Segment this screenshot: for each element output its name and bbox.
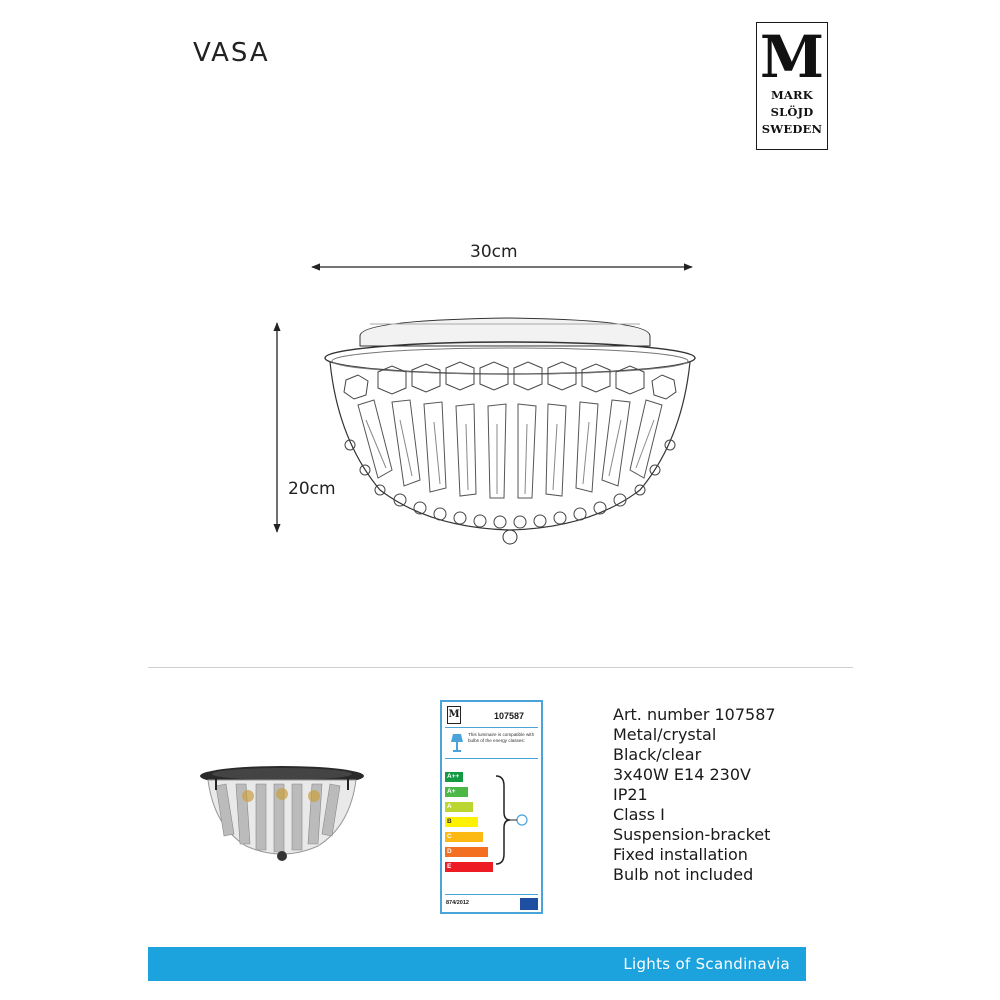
- label-regulation: 874/2012: [446, 900, 469, 906]
- energy-class-bar: A: [445, 802, 473, 812]
- energy-class-bar: A++: [445, 772, 463, 782]
- spec-item: Art. number 107587: [613, 705, 776, 724]
- logo-line-2: SLÖJD: [770, 105, 814, 119]
- logo-line-1: MARK: [770, 88, 813, 102]
- lamp-icon: [450, 733, 464, 753]
- energy-class-bar: D: [445, 847, 488, 857]
- eu-flag-icon: [520, 898, 538, 910]
- lamp-drawing: [325, 318, 695, 544]
- section-divider: [148, 667, 853, 668]
- spec-item: Class I: [613, 805, 665, 824]
- energy-label: [440, 700, 543, 914]
- spec-item: Metal/crystal: [613, 725, 717, 744]
- energy-class-bar: A+: [445, 787, 468, 797]
- spec-item: IP21: [613, 785, 648, 804]
- spec-item: Bulb not included: [613, 865, 754, 884]
- label-logo: M: [447, 706, 461, 724]
- energy-class-bar: E: [445, 862, 493, 872]
- spec-item: Suspension-bracket: [613, 825, 771, 844]
- label-article-number: 107587: [494, 711, 525, 721]
- width-dimension: 30cm: [470, 242, 518, 262]
- energy-class-bar: C: [445, 832, 483, 842]
- energy-class-bar: B: [445, 817, 478, 827]
- product-title: VASA: [193, 38, 270, 68]
- label-info-text: This luminaire is compatible with bulbs of the energy classes:: [468, 732, 535, 743]
- logo-line-3: SWEDEN: [761, 122, 823, 136]
- footer-banner: [148, 947, 806, 981]
- height-dimension: 20cm: [288, 479, 336, 499]
- footer-text: Lights of Scandinavia: [623, 955, 790, 973]
- spec-item: Fixed installation: [613, 845, 748, 864]
- product-photo: [196, 756, 368, 866]
- spec-item: 3x40W E14 230V: [613, 765, 751, 784]
- bracket-icon: [494, 774, 536, 866]
- spec-item: Black/clear: [613, 745, 702, 764]
- spec-list: [613, 705, 776, 885]
- logo-letter: M: [759, 23, 825, 91]
